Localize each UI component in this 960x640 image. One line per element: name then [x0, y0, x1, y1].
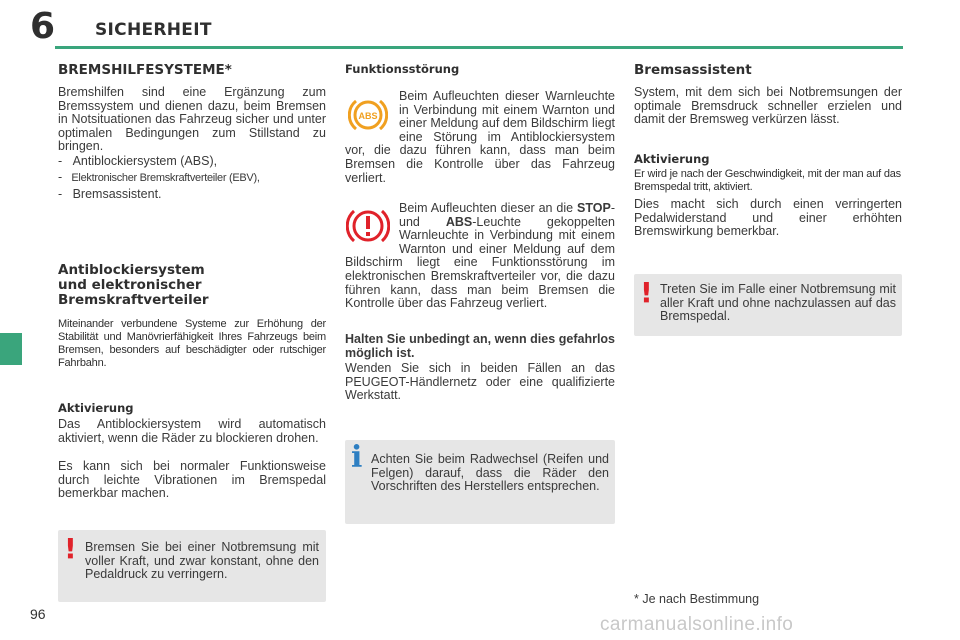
watermark: carmanualsonline.info [600, 614, 794, 635]
chapter-side-tab [0, 333, 22, 365]
activation-paragraph-2: Es kann sich bei normaler Funktionsweise durch leichte Vibrationen im Bremspedal bemerkbar machen. [58, 459, 326, 501]
warning-text: Bremsen Sie bei einer Notbremsung mit voller Kraft, und zwar konstant, ohne den Pedaldruck zu verringern. [85, 540, 319, 582]
brake-assist-effect-paragraph: Dies macht sich durch einen verringerten Pedalwiderstand und einer erhöhten Bremswirkung bemerkbar. [634, 197, 902, 239]
activation-paragraph-1: Das Antiblockiersystem wird automatisch aktiviert, wenn die Räder zu blockieren drohen. [58, 417, 326, 445]
brake-assist-activation-desc: Er wird je nach der Geschwindigkeit, mit der man auf das Bremspedal tritt, aktiviert. [634, 168, 901, 193]
footnote: * Je nach Bestimmung [634, 592, 760, 606]
list-item: - Elektronischer Bremskraftverteiler (EBV), [58, 170, 260, 184]
brake-assist-warning-text: Treten Sie im Falle einer Notbremsung mit aller Kraft und ohne nachzulassen auf das Bremspedal. [660, 282, 896, 324]
warning-box [58, 530, 326, 602]
list-item: - Bremsassistent. [58, 187, 162, 201]
malfunction-abs-paragraph: Beim Aufleuchten dieser Warnleuchte in Verbindung mit einem Warnton und einer Meldung auf dem Bildschirm liegt eine Störung im Antiblockiersystem vor, die dazu führen kann, dass man beim Bremsen die Kontrolle über das Fahrzeug verliert. [345, 89, 615, 185]
warning-exclamation-icon: ! [64, 532, 77, 565]
section-title-abs: Antiblockiersystem und elektronischer Bremskraftverteiler [58, 262, 209, 308]
svg-text:ABS: ABS [358, 111, 378, 121]
brake-assist-paragraph: System, mit dem sich bei Notbremsungen der optimale Bremsdruck schneller erzielen und damit der Bremsweg verkürzen lässt. [634, 85, 902, 127]
malfunction-ebv-paragraph: Beim Aufleuchten dieser an die STOP- und ABS-Leuchte gekoppelten Warnleuchte in Verbindung mit einem Warnton und einer Meldung auf dem Bildschirm liegt eine Funktionsstörung im elektronischen Bremskraftverteiler vor, die dazu führen kann, dass man beim Bremsen die Kontrolle über das Fahrzeug verliert. [345, 201, 615, 311]
dealer-advice: Wenden Sie sich in beiden Fällen an das PEUGEOT-Händlernetz oder eine qualifizierte Werkstatt. [345, 361, 615, 403]
stop-instruction: Halten Sie unbedingt an, wenn dies gefahrlos möglich ist. [345, 332, 615, 360]
list-item: - Antiblockiersystem (ABS), [58, 154, 218, 168]
info-box [345, 440, 615, 524]
chapter-number: 6 [30, 6, 56, 47]
activation-heading: Aktivierung [58, 401, 134, 415]
header-rule [55, 46, 903, 49]
abs-description: Miteinander verbundene Systeme zur Erhöhung der Stabilität und Manövrierfähigkeit Ihres Fahrzeugs beim Bremsen, besonders auf beschädigter oder rutschiger Fahrbahn. [58, 318, 326, 369]
section-title-bremshilfesysteme: BREMSHILFESYSTEME* [58, 62, 232, 78]
brake-assist-activation-heading: Aktivierung [634, 152, 710, 166]
assist-system-list [58, 153, 330, 202]
info-icon: i [351, 440, 363, 475]
warning-exclamation-icon: ! [640, 276, 653, 309]
info-text: Achten Sie beim Radwechsel (Reifen und Felgen) darauf, dass die Räder den Vorschriften des Herstellers entsprechen. [371, 452, 609, 494]
page-number: 96 [30, 606, 46, 622]
malfunction-heading: Funktionsstörung [345, 62, 460, 76]
intro-paragraph: Bremshilfen sind eine Ergänzung zum Bremssystem und dienen dazu, beim Bremsen in Notsituationen das Fahrzeug sicher und unter optimalen Bedingungen zum Stillstand zu bringen. [58, 85, 326, 154]
section-title-bremsassistent: Bremsassistent [634, 62, 752, 78]
chapter-title: SICHERHEIT [95, 20, 212, 40]
brake-assist-warning-box [634, 274, 902, 336]
